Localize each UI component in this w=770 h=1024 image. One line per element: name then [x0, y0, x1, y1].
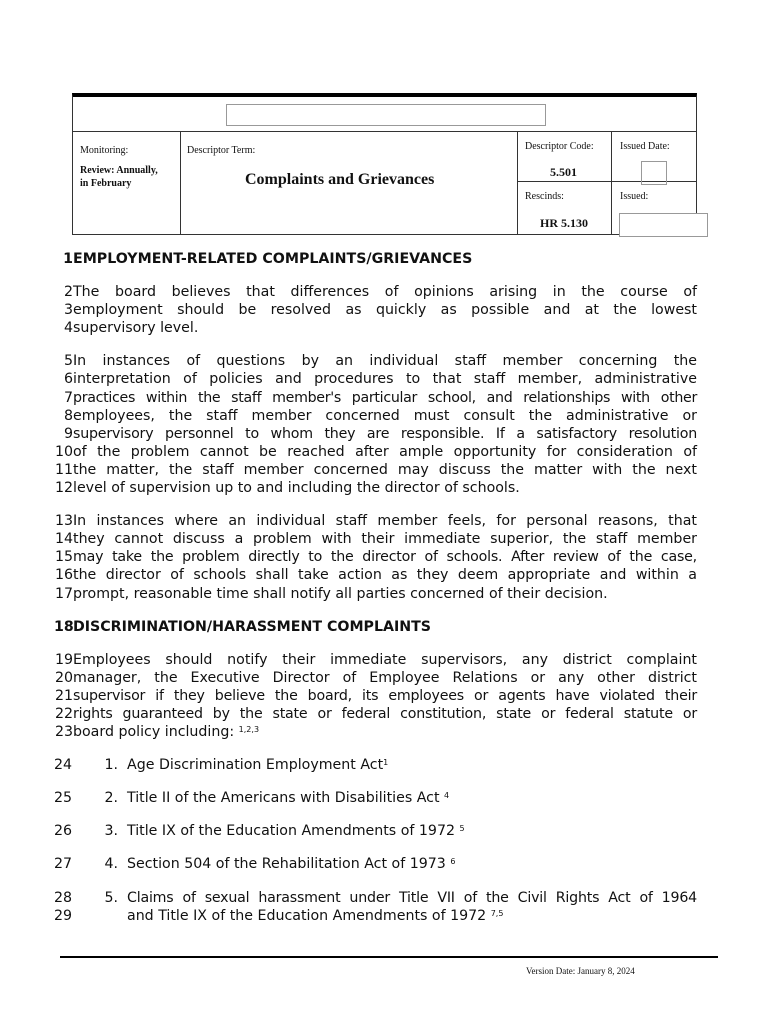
text-line: manager, the Executive Director of Employee Relations or any other district: [73, 669, 697, 686]
text-line: supervisory level.: [73, 320, 199, 337]
list-marker: 2.: [104, 790, 118, 807]
descriptor-code-value: 5.501: [550, 165, 577, 179]
line-number: 27: [54, 856, 73, 873]
list-marker: 5.: [104, 889, 118, 906]
line-number: 28: [54, 889, 73, 906]
list-marker: 1.: [104, 757, 118, 774]
list-item-continuation: and Title IX of the Education Amendments of 1972 $^{7,5}$: [127, 907, 504, 924]
line-number: 3: [63, 302, 73, 319]
policy-body: [54, 250, 697, 925]
line-number: 8: [63, 407, 73, 424]
text-line: level of supervision up to and including the director of schools.: [73, 480, 520, 497]
list-marker: 3.: [104, 823, 118, 840]
line-number: 10: [54, 443, 73, 460]
line-number: 4: [63, 320, 73, 337]
policy-header-table: [72, 93, 697, 235]
list-item: Age Discrimination Employment Act$^1$: [127, 757, 389, 774]
issued-box: [619, 213, 708, 237]
line-number: 23: [54, 724, 73, 741]
monitoring-label: Monitoring:: [80, 145, 129, 156]
footnote-ref: 5: [459, 824, 465, 834]
footnote-ref: 6: [450, 857, 456, 867]
text-line: employment should be resolved as quickly as possible and at the lowest: [73, 302, 697, 319]
footnote-ref: 7,5: [490, 908, 504, 918]
monitoring-value-1: Review: Annually,: [80, 165, 158, 176]
text-line: Employees should notify their immediate supervisors, any district complaint: [73, 651, 697, 668]
footnote-ref: 4: [444, 791, 450, 801]
line-number: 12: [54, 480, 73, 497]
text-line: interpretation of policies and procedures to that staff member, administrative: [73, 371, 697, 388]
text-line: board policy including: $^{1,2,3}$: [73, 724, 260, 741]
text-line: practices within the staff member's particular school, and relationships with other: [73, 389, 697, 406]
line-number: 11: [54, 461, 73, 478]
line-number: 29: [54, 907, 73, 924]
line-number: 13: [54, 513, 73, 530]
section-heading: DISCRIMINATION/HARASSMENT COMPLAINTS: [73, 618, 432, 635]
line-number: 20: [54, 669, 73, 686]
text-line: the matter, the staff member concerned may discuss the matter with the next: [73, 461, 697, 478]
line-number: 5: [63, 353, 73, 370]
list-item: Section 504 of the Rehabilitation Act of 1973 $^6$: [127, 856, 456, 873]
header-title-box: [226, 104, 546, 126]
text-line: supervisor if they believe the board, its employees or agents have violated their: [73, 687, 697, 704]
list-item: Title II of the Americans with Disabilities Act $^4$: [127, 790, 450, 807]
line-number: 18: [54, 618, 74, 635]
text-line: In instances where an individual staff member feels, for personal reasons, that: [73, 513, 697, 530]
rescinds-label: Rescinds:: [525, 191, 564, 202]
text-line: may take the problem directly to the director of schools. After review of the case,: [73, 549, 697, 566]
line-number: 6: [63, 371, 73, 388]
text-line: supervisory personnel to whom they are responsible. If a satisfactory resolution: [73, 425, 697, 442]
descriptor-term-label: Descriptor Term:: [187, 145, 256, 156]
text-line: employees, the staff member concerned must consult the administrative or: [73, 407, 697, 424]
footnote-ref: 1: [383, 758, 389, 768]
text-line: they cannot discuss a problem with their immediate superior, the staff member: [73, 531, 697, 548]
issued-date-box: [641, 161, 667, 185]
version-date: Version Date: January 8, 2024: [526, 966, 635, 976]
line-number: 15: [54, 549, 73, 566]
footnote-ref: 1,2,3: [238, 725, 260, 735]
descriptor-term-value: Complaints and Grievances: [245, 171, 435, 188]
section-heading: EMPLOYMENT-RELATED COMPLAINTS/GRIEVANCES: [73, 251, 473, 267]
monitoring-value-2: in February: [80, 178, 132, 189]
text-line: The board believes that differences of opinions arising in the course of: [73, 284, 697, 301]
line-number: 19: [54, 651, 73, 668]
line-number: 14: [54, 531, 73, 548]
text-line: rights guaranteed by the state or federal constitution, state or federal statute or: [73, 705, 697, 722]
footer-rule: [60, 956, 718, 958]
line-number: 21: [54, 687, 73, 704]
line-number: 22: [54, 705, 73, 722]
issued-date-label: Issued Date:: [620, 141, 670, 152]
rescinds-value: HR 5.130: [540, 216, 588, 230]
line-number: 26: [54, 823, 73, 840]
list-item: Title IX of the Education Amendments of 1972 $^5$: [127, 823, 465, 840]
line-number: 17: [54, 585, 73, 602]
text-line: of the problem cannot be reached after ample opportunity for consideration of: [73, 443, 697, 460]
line-number: 2: [63, 284, 73, 301]
line-number: 16: [54, 567, 73, 584]
line-number: 24: [54, 757, 73, 774]
line-number: 1: [63, 251, 73, 267]
text-line: In instances of questions by an individual staff member concerning the: [73, 353, 697, 370]
text-line: prompt, reasonable time shall notify all parties concerned of their decision.: [73, 585, 608, 602]
issued-label: Issued:: [620, 191, 649, 202]
line-number: 7: [63, 389, 73, 406]
line-number: 9: [63, 425, 73, 442]
list-marker: 4.: [104, 856, 118, 873]
descriptor-code-label: Descriptor Code:: [525, 141, 594, 152]
text-line: the director of schools shall take action as they deem appropriate and within a: [73, 567, 697, 584]
line-number: 25: [54, 790, 73, 807]
list-item: Claims of sexual harassment under Title VII of the Civil Rights Act of 1964: [127, 889, 697, 906]
